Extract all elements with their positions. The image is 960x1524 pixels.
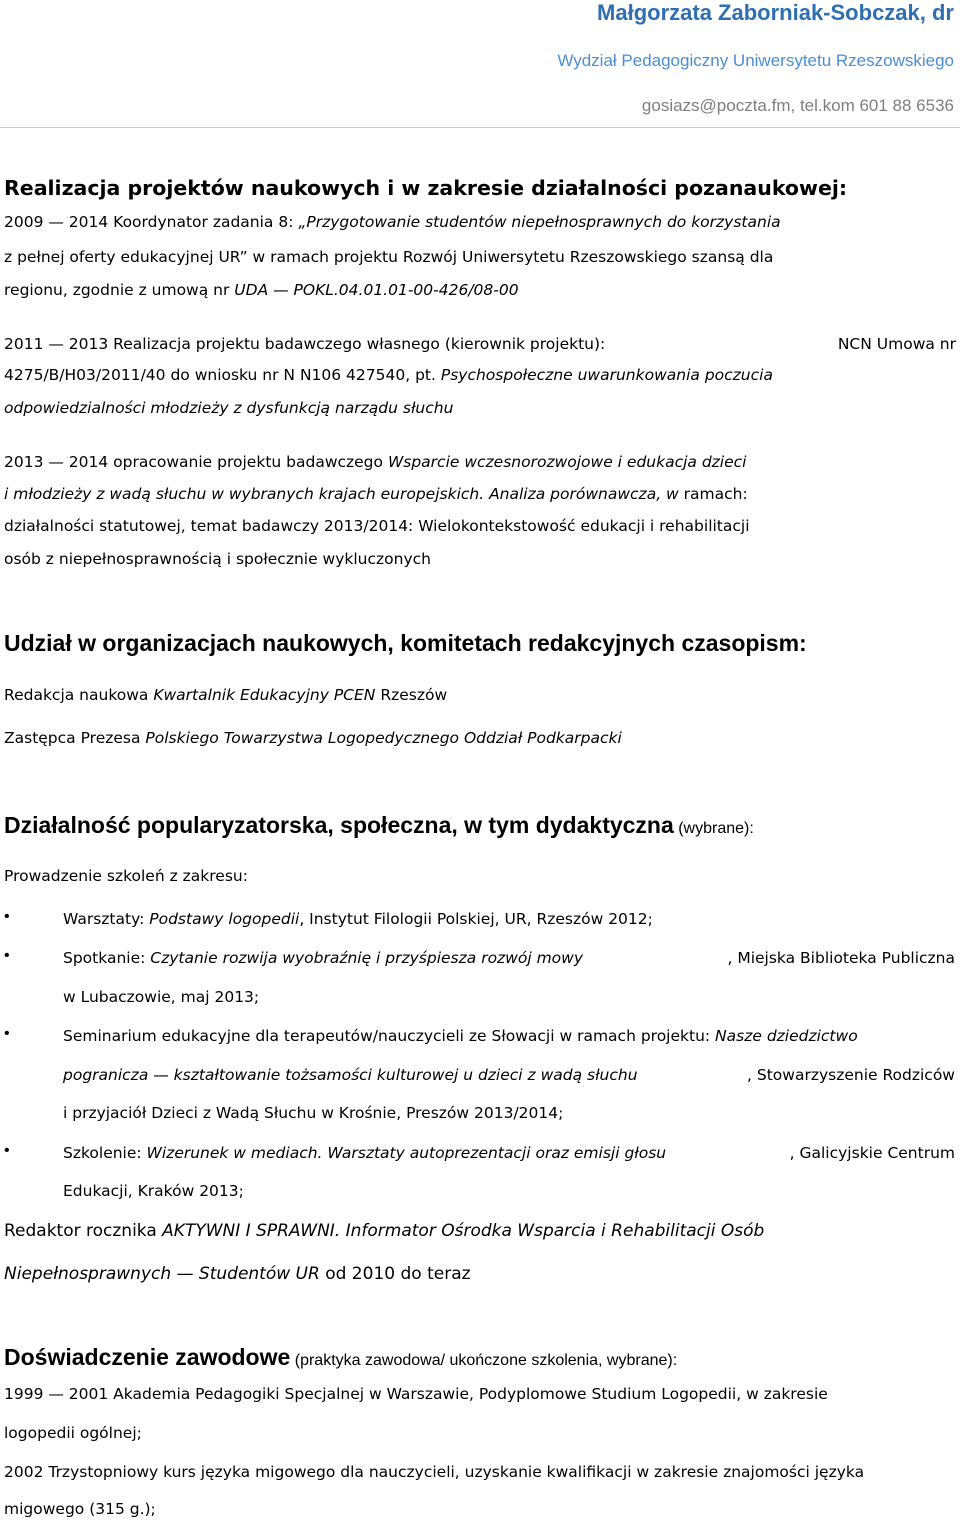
list-item — [63, 1026, 858, 1046]
research-p1-line3 — [4, 280, 519, 300]
author-department: Wydział Pedagogiczny Uniwersytetu Rzeszowskiego — [557, 51, 954, 70]
organizations-heading: Udział w organizacjach naukowych, komitetach redakcyjnych czasopism: — [4, 630, 807, 656]
list-item-title: Nasze dziedzictwo — [715, 1027, 858, 1045]
list-item-details: , Instytut Filologii Polskiej, UR, Rzeszów 2012; — [299, 910, 653, 928]
bullet-marker: • — [4, 1025, 10, 1042]
editor-line2 — [4, 1264, 471, 1284]
research-p2-line3 — [4, 398, 453, 418]
editor-publication: AKTYWNI I SPRAWNI. Informator Ośrodka Wsparcia i Rehabilitacji Osób — [162, 1221, 765, 1241]
list-item-title-cont: pogranicza — kształtowanie tożsamości kulturowej u dzieci z wadą słuchu — [63, 1066, 638, 1084]
list-item-lead — [63, 1143, 666, 1163]
experience-e1-line2: logopedii ogólnej; — [4, 1424, 142, 1442]
research-p3-title-cont: i młodzieży z wadą słuchu w wybranych krajach europejskich. Analiza porównawcza, w — [4, 485, 684, 503]
editor-line1 — [4, 1221, 956, 1241]
list-item-type: Seminarium edukacyjne dla terapeutów/nauczycieli ze Słowacji w ramach projektu: — [63, 1027, 716, 1045]
list-item-cont — [63, 1065, 955, 1085]
list-item-title: Czytanie rozwija wyobraźnię i przyśpiesza rozwój mowy — [150, 949, 584, 967]
experience-heading-main: Doświadczenie zawodowe — [4, 1344, 291, 1370]
organizations-journal: Kwartalnik Edukacyjny PCEN — [153, 686, 376, 704]
header-divider — [0, 127, 960, 128]
bullet-marker: • — [4, 947, 10, 964]
list-item-title: Wizerunek w mediach. Warsztaty autoprezentacji oraz emisji głosu — [146, 1144, 667, 1162]
list-item-title: Podstawy logopedii — [149, 910, 300, 928]
research-p3-line2 — [4, 484, 748, 504]
research-p3-line1 — [4, 452, 746, 472]
bullet-marker: • — [4, 908, 10, 925]
list-item-cont: Edukacji, Kraków 2013; — [63, 1182, 244, 1200]
experience-heading — [4, 1344, 677, 1371]
list-item-cont: w Lubaczowie, maj 2013; — [63, 988, 260, 1006]
list-item — [63, 948, 955, 968]
list-item-details: , Galicyjskie Centrum — [789, 1144, 955, 1162]
organizations-city: Rzeszów — [375, 686, 448, 704]
editor-label: Redaktor rocznika — [4, 1221, 163, 1241]
organizations-editor-label: Redakcja naukowa — [4, 686, 154, 704]
experience-e2-line1: 2002 Trzystopniowy kurs języka migowego dla nauczycieli, uzyskanie kwalifikacji w zakresie znajomości języka — [4, 1463, 865, 1481]
list-item-lead — [63, 948, 583, 968]
research-p1-agreement-number: UDA — POKL.04.01.01-00-426/08-00 — [234, 281, 519, 299]
author-name: Małgorzata Zaborniak-Sobczak, dr — [597, 0, 954, 25]
list-item-details: , Stowarzyszenie Rodziców — [747, 1066, 955, 1084]
list-item-details: , Miejska Biblioteka Publiczna — [727, 949, 955, 967]
research-p2-dates: 2011 — 2013 Realizacja projektu badawczego własnego (kierownik projektu): — [4, 335, 606, 353]
research-p3-line4: osób z niepełnosprawnością i społecznie wykluczonych — [4, 550, 431, 568]
list-item — [63, 1143, 955, 1163]
list-item-type: Szkolenie: — [63, 1144, 147, 1162]
research-p2-line1 — [4, 334, 956, 354]
list-item-type: Spotkanie: — [63, 949, 151, 967]
popular-heading — [4, 812, 754, 839]
experience-heading-note: (praktyka zawodowa/ ukończone szkolenia, wybrane): — [290, 1352, 678, 1369]
research-p1-line1 — [4, 212, 781, 232]
list-item — [63, 909, 653, 929]
editor-period: od 2010 do teraz — [319, 1264, 471, 1284]
list-item-cont: i przyjaciół Dzieci z Wadą Słuchu w Krośnie, Preszów 2013/2014; — [63, 1104, 564, 1122]
research-heading: Realizacja projektów naukowych i w zakresie działalności pozanaukowej: — [4, 176, 848, 200]
organizations-line2 — [4, 728, 622, 748]
research-p3-frame: ramach: — [683, 485, 748, 503]
popular-heading-note: (wybrane): — [673, 820, 754, 837]
organizations-line1 — [4, 685, 447, 705]
popular-heading-main: Działalność popularyzatorska, społeczna, w tym dydaktyczna — [4, 812, 674, 838]
research-p1-dates: 2009 — 2014 Koordynator zadania 8: — [4, 213, 299, 231]
research-p2-agreement: NCN Umowa nr — [837, 335, 956, 353]
popular-intro: Prowadzenie szkoleń z zakresu: — [4, 867, 248, 885]
research-p2-grant: 4275/B/H03/2011/40 do wniosku nr N N106 427540, pt. — [4, 366, 441, 384]
author-contact: gosiazs@poczta.fm, tel.kom 601 88 6536 — [641, 96, 954, 115]
research-p2-line2 — [4, 365, 773, 385]
research-p2-title: Psychospołeczne uwarunkowania poczucia — [440, 366, 773, 384]
bullet-marker: • — [4, 1142, 10, 1159]
research-p3-line3: działalności statutowej, temat badawczy 2013/2014: Wielokontekstowość edukacji i rehabilitacji — [4, 517, 750, 535]
editor-publication-cont: Niepełnosprawnych — Studentów UR — [4, 1264, 320, 1284]
research-p1-agreement-label: regionu, zgodnie z umową nr — [4, 281, 235, 299]
research-p2-title-cont: odpowiedzialności młodzieży z dysfunkcją narządu słuchu — [4, 399, 454, 417]
organizations-role: Zastępca Prezesa — [4, 729, 146, 747]
experience-e1-line1: 1999 — 2001 Akademia Pedagogiki Specjalnej w Warszawie, Podyplomowe Studium Logopedii, w zakresie — [4, 1385, 828, 1403]
research-p1-line2: z pełnej oferty edukacyjnej UR” w ramach projektu Rozwój Uniwersytetu Rzeszowskiego szansą dla — [4, 248, 774, 266]
research-p3-dates: 2013 — 2014 opracowanie projektu badawczego — [4, 453, 388, 471]
organizations-society: Polskiego Towarzystwa Logopedycznego Oddział Podkarpacki — [145, 729, 622, 747]
list-item-type: Warsztaty: — [63, 910, 150, 928]
research-p1-title: „Przygotowanie studentów niepełnosprawnych do korzystania — [298, 213, 781, 231]
research-p3-title: Wsparcie wczesnorozwojowe i edukacja dzieci — [387, 453, 747, 471]
experience-e2-line2: migowego (315 g.); — [4, 1500, 156, 1518]
